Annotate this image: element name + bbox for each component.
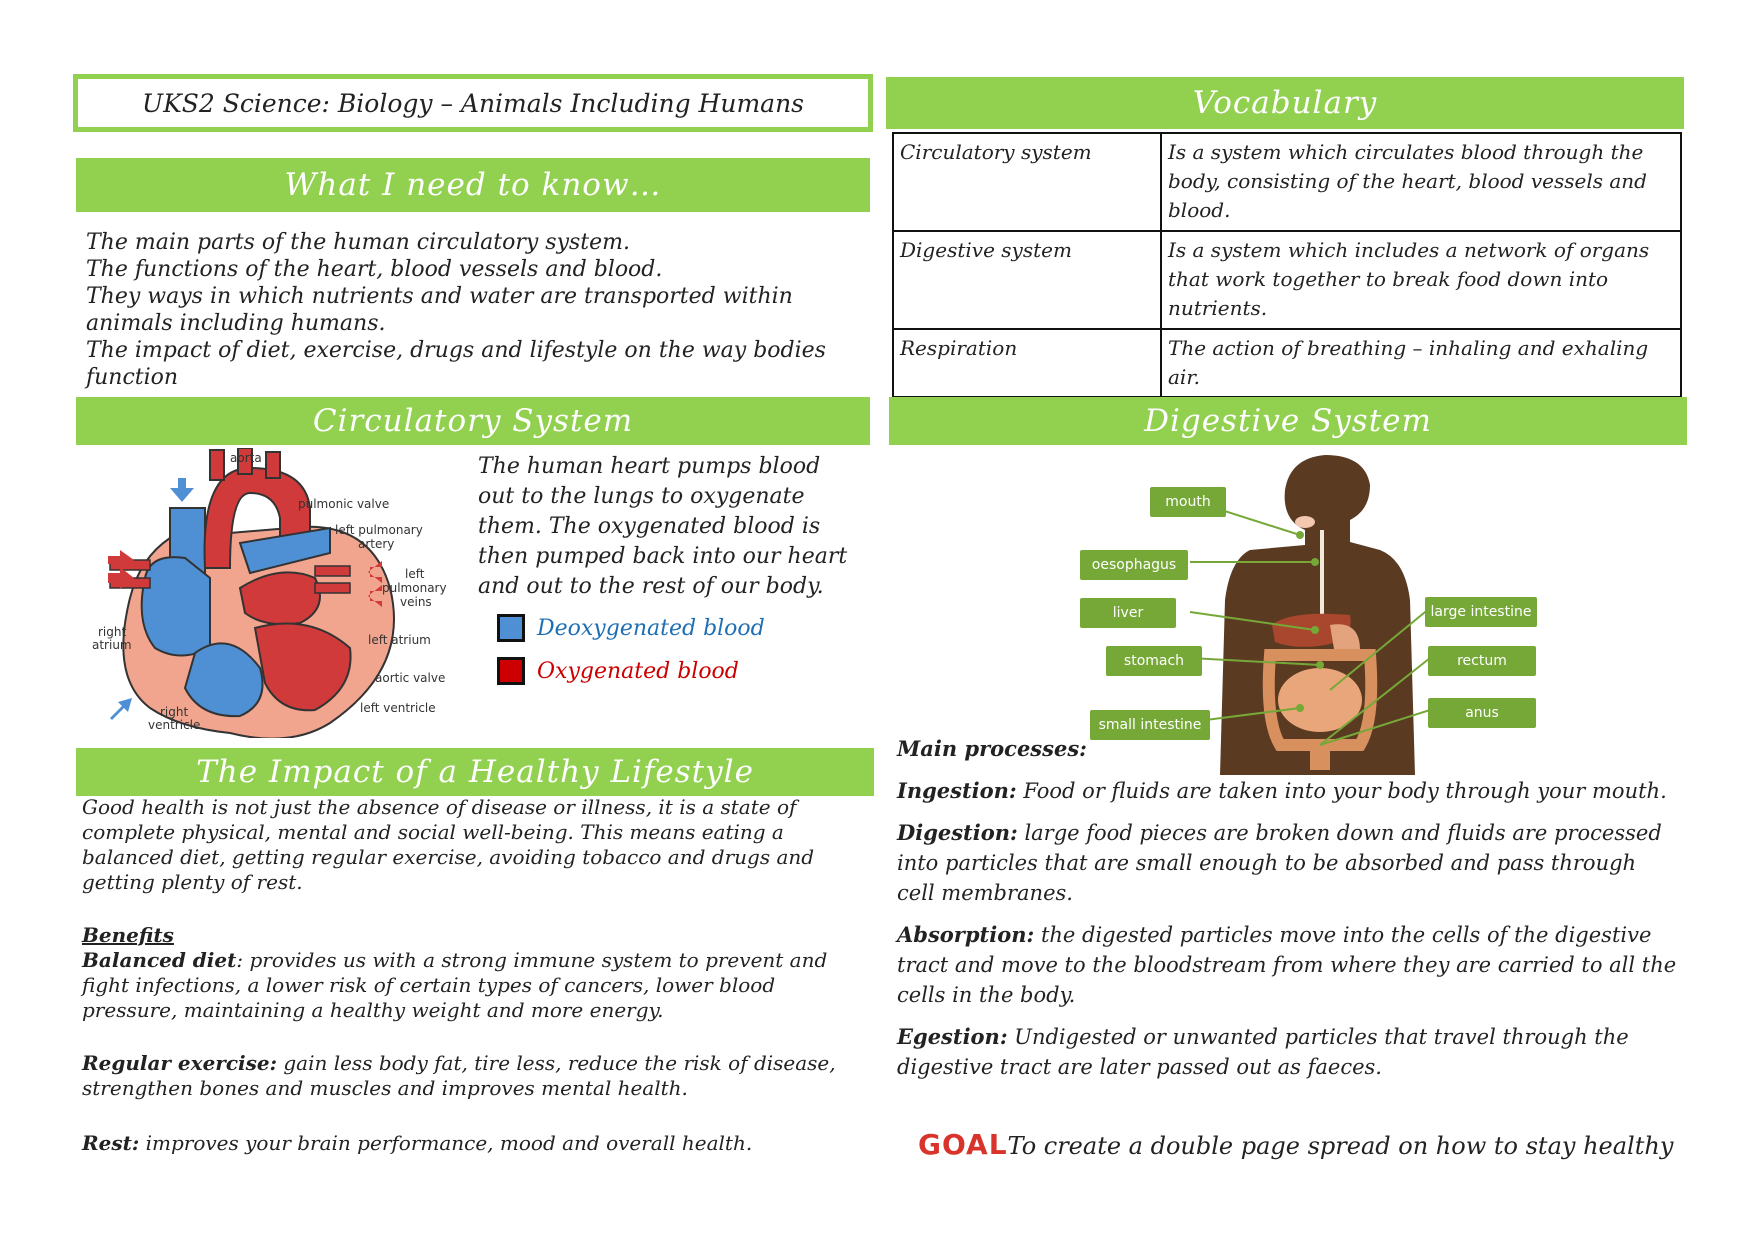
label-left-ventricle: left ventricle (360, 701, 436, 715)
vocab-def: The action of breathing – inhaling and exhaling air. (1161, 329, 1681, 397)
benefit-regular-exercise (82, 1051, 842, 1101)
label-left-atrium: left atrium (368, 633, 431, 647)
process-ingestion (897, 776, 1677, 806)
process-absorption (897, 920, 1677, 1010)
heart-description-text: The human heart pumps blood out to the lungs to oxygenate them. The oxygenated blood is then pumped back into our heart and out to the rest of our body. (478, 454, 848, 599)
vocabulary-title: Vocabulary (1192, 85, 1378, 121)
digestive-title: Digestive System (1144, 403, 1432, 439)
legend-deoxygenated-label: Deoxygenated blood (537, 615, 765, 641)
benefit-text: gain less body fat, tire less, reduce the risk of disease, strengthen bones and muscles and improves mental health. (82, 1051, 836, 1100)
vocab-row (893, 133, 1681, 231)
vocab-def: Is a system which includes a network of organs that work together to break food down into nutrients. (1161, 231, 1681, 329)
digestive-label-liver: liver (1080, 598, 1176, 628)
benefit-term: Balanced diet (82, 948, 237, 972)
benefit-term: Rest: (82, 1131, 140, 1155)
need-to-know-title: What I need to know… (284, 167, 662, 203)
digestive-label-small-intestine: small intestine (1090, 710, 1210, 740)
label-left-pulmonary-artery-1: left pulmonary (335, 523, 423, 537)
digestive-label-stomach: stomach (1106, 646, 1202, 676)
process-text: the digested particles move into the cells of the digestive tract and move to the bloodstream from where they are carried to all the cells in the body. (897, 923, 1677, 1007)
healthy-lifestyle-body (82, 795, 842, 1156)
process-term: Ingestion: (897, 778, 1017, 803)
benefit-rest (82, 1131, 842, 1156)
label-aortic-valve: aortic valve (375, 671, 446, 685)
benefit-text: : provides us with a strong immune system to prevent and fight infections, a lower risk of certain types of cancers, lower blood pressure, maintaining a healthy weight and more energy. (82, 948, 828, 1022)
label-left-pulmonary-artery-2: artery (358, 537, 395, 551)
label-right-atrium-1: right (98, 625, 127, 639)
heart-diagram (90, 448, 460, 738)
label-right-atrium-2: atrium (92, 638, 132, 652)
process-term: Digestion: (897, 820, 1018, 845)
digestive-label-oesophagus: oesophagus (1080, 550, 1188, 580)
need-to-know-list (86, 229, 846, 391)
benefit-term: Regular exercise: (82, 1051, 277, 1075)
digestive-label-mouth: mouth (1150, 487, 1226, 517)
need-to-know-item: The main parts of the human circulatory system. (86, 230, 631, 255)
label-aorta: aorta (230, 451, 262, 465)
legend-swatch-red (497, 657, 525, 685)
vocab-row (893, 329, 1681, 397)
process-text: Undigested or unwanted particles that travel through the digestive tract are later passed out as faeces. (897, 1025, 1629, 1079)
goal-text: To create a double page spread on how to stay healthy (1007, 1132, 1674, 1160)
need-to-know-item: The functions of the heart, blood vessels and blood. (86, 257, 663, 282)
vocabulary-header (886, 77, 1684, 129)
process-egestion (897, 1022, 1677, 1082)
heart-description (478, 452, 863, 602)
vocab-term: Respiration (893, 329, 1161, 397)
page-title: UKS2 Science: Biology – Animals Including Humans (142, 88, 804, 118)
label-left-pulmonary-veins-1: left (405, 567, 425, 581)
need-to-know-item: The impact of diet, exercise, drugs and lifestyle on the way bodies function (86, 338, 826, 390)
digestive-label-large-intestine: large intestine (1425, 597, 1537, 627)
circulatory-title: Circulatory System (312, 403, 634, 439)
benefit-balanced-diet (82, 948, 842, 1023)
label-right-ventricle-1: right (160, 705, 189, 719)
vocab-def: Is a system which circulates blood through the body, consisting of the heart, blood vessels and blood. (1161, 133, 1681, 231)
healthy-lifestyle-header (76, 748, 874, 796)
goal-row (918, 1128, 1673, 1161)
vocab-term: Circulatory system (893, 133, 1161, 231)
digestive-header (889, 397, 1687, 445)
benefit-text: improves your brain performance, mood and overall health. (139, 1131, 753, 1155)
process-text: Food or fluids are taken into your body through your mouth. (1016, 779, 1667, 803)
benefits-heading: Benefits (82, 923, 174, 947)
page-title-box (73, 74, 873, 132)
process-text: large food pieces are broken down and fluids are processed into particles that are small enough to be absorbed and pass through cell membranes. (897, 821, 1662, 905)
label-left-pulmonary-veins-2: pulmonary (382, 581, 447, 595)
label-right-ventricle-2: ventricle (148, 718, 201, 732)
legend-oxygenated (497, 657, 739, 685)
process-digestion (897, 818, 1677, 908)
label-pulmonic-valve: pulmonic valve (298, 497, 390, 511)
need-to-know-item: They ways in which nutrients and water are transported within animals including humans. (86, 284, 793, 336)
processes-heading: Main processes: (897, 736, 1087, 761)
label-left-pulmonary-veins-3: veins (400, 595, 432, 609)
process-term: Egestion: (897, 1024, 1008, 1049)
process-term: Absorption: (897, 922, 1035, 947)
goal-logo: GOAL (918, 1128, 1008, 1161)
need-to-know-header (76, 158, 870, 212)
digestive-label-rectum: rectum (1428, 646, 1536, 676)
vocabulary-table (892, 132, 1682, 398)
legend-swatch-blue (497, 614, 525, 642)
vocab-row (893, 231, 1681, 329)
vocab-term: Digestive system (893, 231, 1161, 329)
digestive-label-anus: anus (1428, 698, 1536, 728)
legend-oxygenated-label: Oxygenated blood (537, 658, 739, 684)
healthy-lifestyle-title: The Impact of a Healthy Lifestyle (196, 754, 754, 790)
circulatory-header (76, 397, 870, 445)
digestive-processes (897, 734, 1677, 1082)
healthy-intro: Good health is not just the absence of disease or illness, it is a state of complete physical, mental and social well-being. This means eating a balanced diet, getting regular exercise, avoiding tobacco and drugs and getting plenty of rest. (82, 795, 815, 894)
legend-deoxygenated (497, 614, 765, 642)
